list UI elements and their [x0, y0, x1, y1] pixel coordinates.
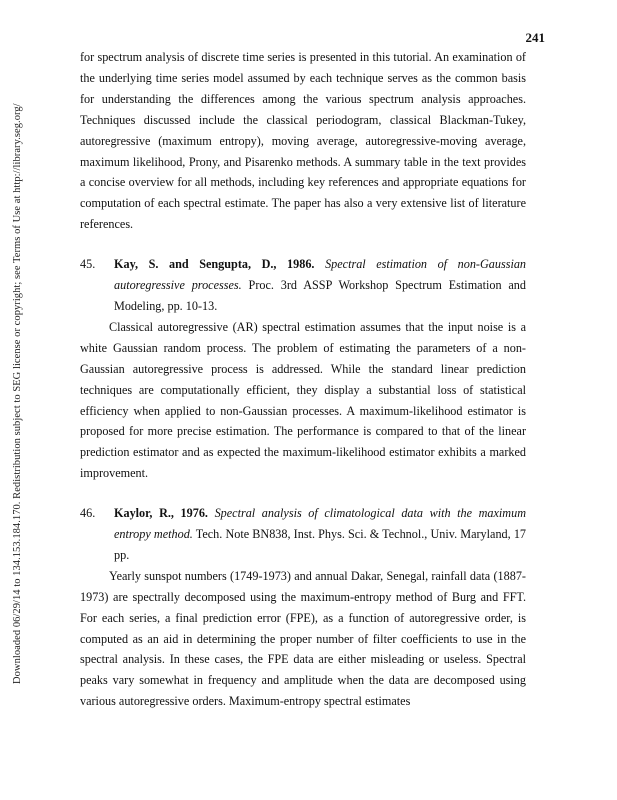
- reference-authors: Kaylor, R., 1976.: [114, 506, 208, 521]
- reference-source: Tech. Note BN838, Inst. Phys. Sci. & Technol., Univ. Maryland, 17 pp.: [114, 527, 527, 562]
- reference-abstract: Classical autoregressive (AR) spectral estimation assumes that the input noise is a white Gaussian random process. The problem of estimating the parameters of a non-Gaussian autoregressive process is addressed. While the standard linear prediction techniques are computationally efficient, they display a substantial loss of statistical efficiency when applied to non-Gaussian processes. A maximum-likelihood estimator is proposed for more precise estimation. The performance is compared to that of the linear prediction estimator and as expected the maximum-likelihood estimator exhibits a marked improvement.: [80, 319, 526, 481]
- reference-heading: [80, 503, 526, 566]
- reference-source: Proc. 3rd ASSP Workshop Spectrum Estimation and Modeling, pp. 10-13.: [114, 278, 526, 313]
- page-number: 241: [525, 30, 545, 45]
- download-notice: Downloaded 06/29/14 to 134.153.184.170. Redistribution subject to SEG license or copyright; see Terms of Use at http://library.seg.org/: [12, 103, 23, 684]
- reference-authors: Kay, S. and Sengupta, D., 1986.: [114, 257, 315, 272]
- reference-citation: [114, 254, 526, 317]
- reference-abstract: Yearly sunspot numbers (1749-1973) and annual Dakar, Senegal, rainfall data (1887-1973) are spectrally decomposed using the maximum-entropy method of Burg and FFT. For each series, a final prediction error (FPE), as a function of autoregressive order, is computed as an aid in determining the proper number of filter coefficients to use in the spectral analysis. In these cases, the FPE data are either misleading or useless. Spectral peaks vary somewhat in frequency and amplitude when the data are decomposed using various autoregressive orders. Maximum-entropy spectral estimates: [80, 568, 526, 709]
- reference-title: Spectral estimation of non-Gaussian autoregressive processes.: [114, 257, 527, 293]
- page-body: [80, 47, 526, 712]
- reference-entry-46: [80, 503, 526, 712]
- reference-title: Spectral analysis of climatological data with the maximum entropy method.: [114, 506, 527, 542]
- reference-number: 45.: [80, 257, 96, 272]
- intro-paragraph: for spectrum analysis of discrete time series is presented in this tutorial. An examination of the underlying time series model assumed by each technique serves as the common basis for understanding the differences among the various spectrum analysis approaches. Techniques discussed include the classical periodogram, classical Blackman-Tukey, autoregressive (maximum entropy), moving average, autoregressive-moving average, maximum likelihood, Prony, and Pisarenko methods. A summary table in the text provides a concise overview for all methods, including key references and appropriate equations for computation of each spectral estimate. The paper has also a very extensive list of literature references.: [80, 50, 526, 232]
- reference-citation: [114, 503, 526, 566]
- reference-entry-45: [80, 254, 526, 484]
- reference-number: 46.: [80, 506, 96, 521]
- reference-heading: [80, 254, 526, 317]
